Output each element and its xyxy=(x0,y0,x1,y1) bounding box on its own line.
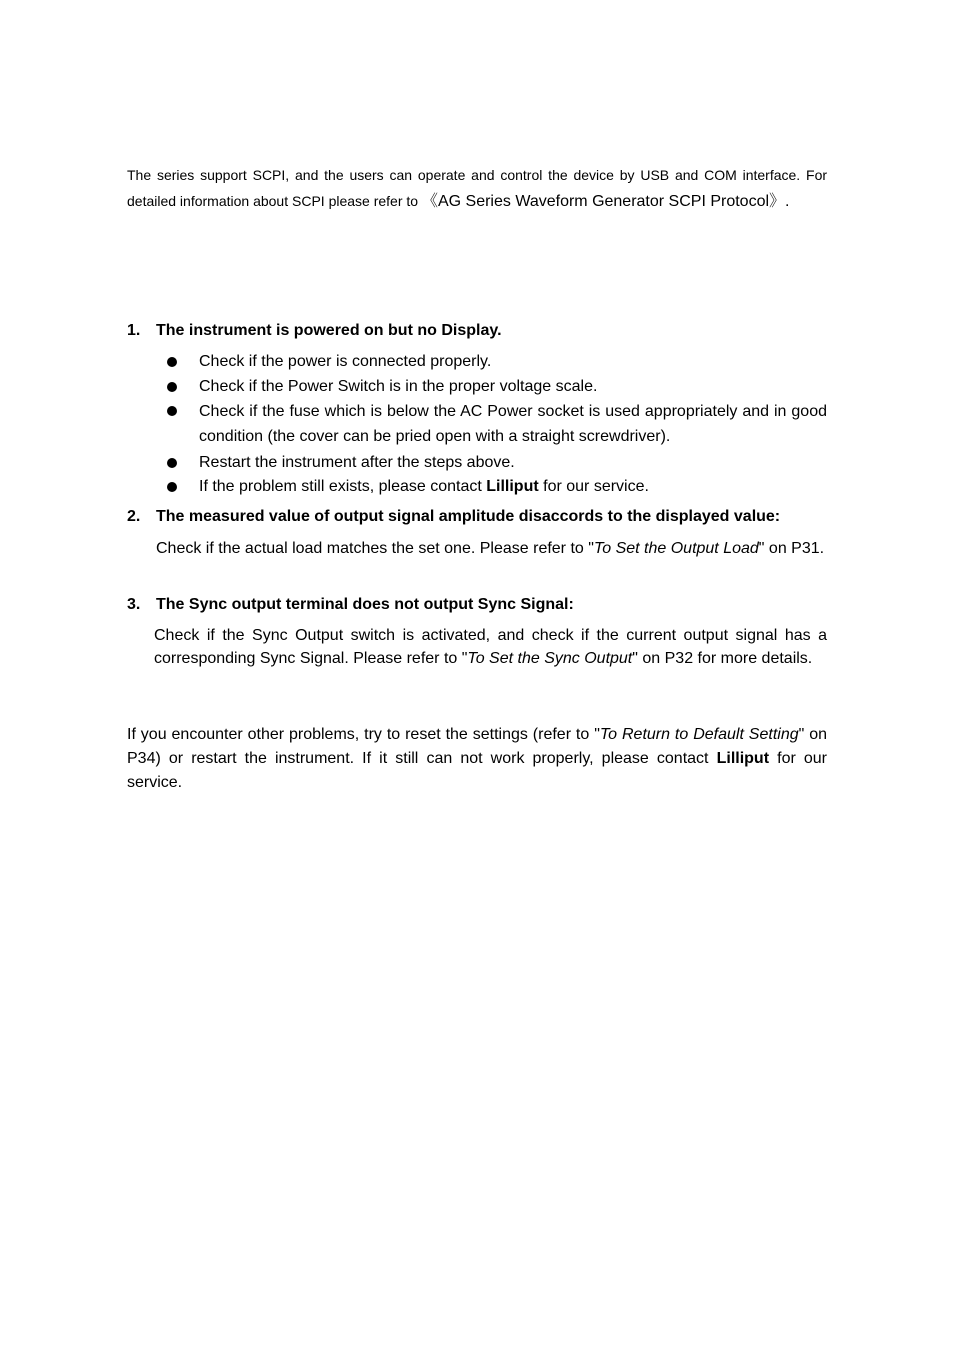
item2-title xyxy=(127,506,827,528)
item3-reference: To Set the Sync Output xyxy=(467,650,633,667)
item3-number: 3. xyxy=(127,596,141,613)
item3-title-text: The Sync output terminal does not output Sync Signal: xyxy=(156,596,574,613)
bullet-dot-icon xyxy=(167,458,177,468)
bullet-dot-icon xyxy=(167,406,177,416)
closing-reference: To Return to Default Setting xyxy=(599,726,799,743)
item2-body xyxy=(156,537,827,561)
bullet-text: Restart the instrument after the steps above. xyxy=(199,454,515,471)
scpi-note-line2-suffix: . xyxy=(785,193,790,210)
list-item xyxy=(127,475,827,499)
list-item xyxy=(127,375,827,399)
item3-body-prefix: Check if the Sync Output switch is activated, and check if the current output signal has a corresponding Sync Signal. Please refer to " xyxy=(154,627,827,667)
list-item xyxy=(127,451,827,475)
list-item xyxy=(127,350,827,374)
closing-suffix: for our service. xyxy=(127,750,828,791)
item3-body-suffix: " on P32 for more details. xyxy=(632,650,813,667)
bullet-dot-icon xyxy=(167,482,177,492)
item3-title xyxy=(127,594,827,616)
closing-prefix: If you encounter other problems, try to reset the settings (refer to " xyxy=(127,726,600,743)
item2-title-text: The measured value of output signal amplitude disaccords to the displayed value: xyxy=(156,508,781,525)
item1-bullet-list xyxy=(127,350,827,499)
bullet-text-suffix: for our service. xyxy=(538,478,649,495)
item1-title xyxy=(127,320,827,342)
list-item xyxy=(127,399,827,449)
scpi-note-line1: The series support SCPI, and the users can operate and control the device by USB and COM interface. xyxy=(127,167,801,183)
item1-title-text: The instrument is powered on but no Display. xyxy=(156,322,502,339)
bullet-dot-icon xyxy=(167,382,177,392)
closing-paragraph xyxy=(127,723,827,795)
item2-reference: To Set the Output Load xyxy=(593,540,759,557)
item2-body-prefix: Check if the actual load matches the set one. Please refer to " xyxy=(156,540,594,557)
closing-middle: " on P34) or restart the instrument. If it still can not work properly, please contact xyxy=(127,726,828,767)
item2-number: 2. xyxy=(127,508,141,525)
bullet-dot-icon xyxy=(167,357,177,367)
bullet-text: Check if the Power Switch is in the proper voltage scale. xyxy=(199,378,598,395)
closing-brand-name: Lilliput xyxy=(716,750,770,767)
document-page xyxy=(127,0,827,1350)
brand-name: Lilliput xyxy=(486,478,539,495)
item1-number: 1. xyxy=(127,322,141,339)
item3-body xyxy=(154,624,827,670)
scpi-note-line2-prefix: For detailed information about SCPI please refer to xyxy=(127,167,828,209)
bullet-text: Check if the power is connected properly. xyxy=(199,353,492,370)
scpi-doc-title: 《AG Series Waveform Generator SCPI Protocol》 xyxy=(421,193,786,210)
bullet-text: Check if the fuse which is below the AC Power socket is used appropriately and in good condition (the cover can be pried open with a straight screwdriver). xyxy=(199,403,827,445)
item2-body-suffix: " on P31. xyxy=(758,540,825,557)
bullet-text-prefix: If the problem still exists, please contact xyxy=(199,478,487,495)
scpi-note xyxy=(127,162,827,215)
